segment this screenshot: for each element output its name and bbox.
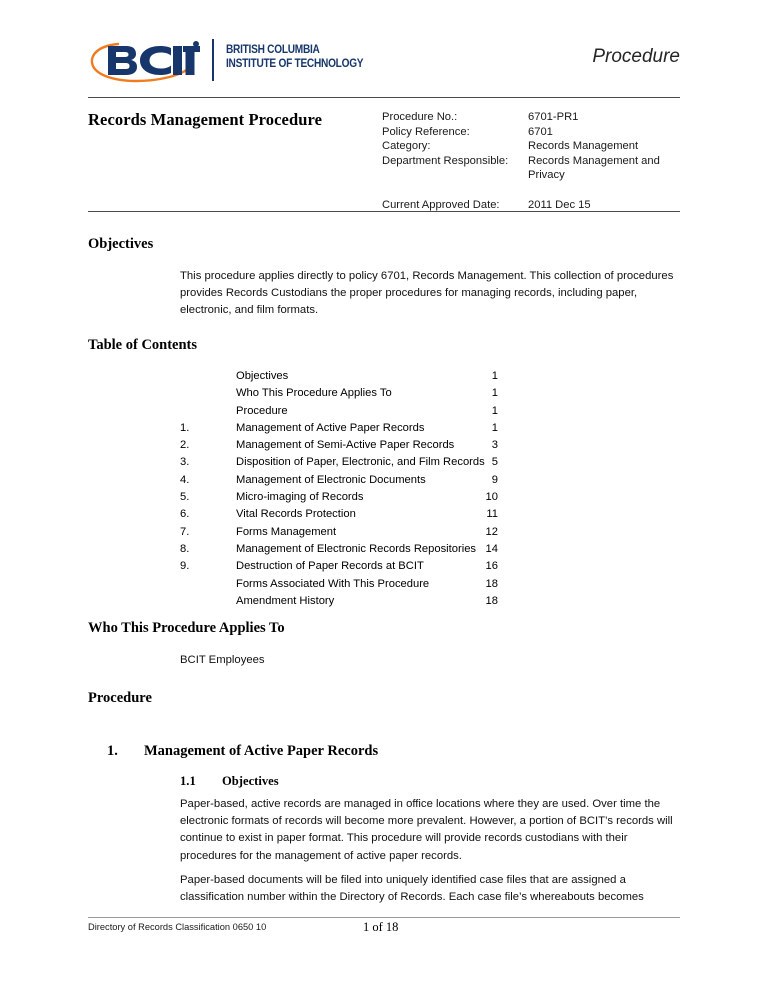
toc-entry[interactable] <box>180 403 498 420</box>
toc-entry-label: Forms Associated With This Procedure <box>236 577 430 590</box>
page-title: Records Management Procedure <box>88 110 323 129</box>
section-1-1-title: Objectives <box>222 774 279 788</box>
metadata-value: Records Management and Privacy <box>528 154 660 182</box>
toc-entry-page: 14 <box>485 542 498 555</box>
toc-entry-page: 1 <box>491 370 498 382</box>
metadata-row-policy-reference <box>382 125 682 140</box>
footer-rule <box>88 917 680 918</box>
heading-section-1 <box>107 743 378 760</box>
metadata-label: Current Approved Date: <box>382 198 500 211</box>
toc-entry[interactable] <box>180 506 498 523</box>
toc-entry-label: Who This Procedure Applies To <box>236 387 392 400</box>
toc-entry-label: Micro-imaging of Records <box>236 491 364 504</box>
toc-entry-page: 1 <box>491 404 498 417</box>
bcit-logo <box>88 33 373 89</box>
toc-entry-page: 11 <box>486 508 498 521</box>
toc-entry-page: 18 <box>485 594 498 607</box>
heading-who-applies: Who This Procedure Applies To <box>88 620 285 636</box>
toc-entry[interactable] <box>180 454 498 471</box>
section-1-1-number: 1.1 <box>180 774 196 788</box>
logo-divider <box>212 39 214 81</box>
footer-classification: Directory of Records Classification 0650 10 <box>88 922 267 932</box>
toc-entry-number: 3. <box>180 456 190 469</box>
document-kind-label: Procedure <box>592 46 680 67</box>
toc-entry-number: 1. <box>180 421 190 434</box>
toc-entry[interactable] <box>180 541 498 558</box>
toc-entry[interactable] <box>180 472 498 489</box>
toc-entry-label: Management of Electronic Records Repositories <box>236 542 477 555</box>
table-of-contents <box>180 368 498 610</box>
toc-entry[interactable] <box>180 593 498 610</box>
heading-section-1-1 <box>180 774 279 789</box>
toc-entry[interactable] <box>180 524 498 541</box>
metadata-value: Records Management <box>528 140 639 153</box>
toc-entry-number: 5. <box>180 491 190 504</box>
bcit-logo-icon <box>88 35 200 85</box>
section-1-1-paragraph-2: Paper-based documents will be filed into uniquely identified case files that are assigned a classification number within the Directory of Records. Each case file’s whereabouts becomes <box>180 874 644 904</box>
toc-entry[interactable] <box>180 576 498 593</box>
toc-entry-label: Procedure <box>236 404 288 417</box>
toc-entry-page: 3 <box>491 439 498 452</box>
toc-entry-label: Management of Active Paper Records <box>236 421 425 434</box>
header-rule-top <box>88 97 680 98</box>
footer-page-number: 1 of 18 <box>363 920 399 934</box>
toc-entry-label: Management of Electronic Documents <box>236 473 426 486</box>
metadata-row-department-responsible <box>382 154 682 183</box>
toc-entry-page: 10 <box>485 491 498 504</box>
toc-entry[interactable] <box>180 558 498 575</box>
metadata-label: Policy Reference: <box>382 125 470 138</box>
toc-entry-page: 9 <box>491 473 498 486</box>
metadata-label: Category: <box>382 140 431 153</box>
document-metadata <box>382 110 682 212</box>
toc-entry[interactable] <box>180 420 498 437</box>
institution-line-1: BRITISH COLUMBIA <box>226 44 320 56</box>
toc-entry-number: 6. <box>180 508 190 521</box>
toc-entry-page: 16 <box>485 560 498 573</box>
toc-entry-number: 9. <box>180 560 190 573</box>
metadata-row-procedure-no <box>382 110 682 125</box>
metadata-label: Department Responsible: <box>382 154 509 167</box>
section-1-title: Management of Active Paper Records <box>144 743 379 759</box>
toc-entry-number: 7. <box>180 525 190 538</box>
toc-entry-label: Management of Semi-Active Paper Records <box>236 439 455 452</box>
section-1-number: 1. <box>107 743 118 759</box>
toc-entry-label: Forms Management <box>236 525 337 538</box>
heading-procedure: Procedure <box>88 690 152 706</box>
section-1-1-paragraph-1: Paper-based, active records are managed in office locations where they are used. Over time the electronic formats of records will become more prevalent. However, a portion of BCIT’s records will continue to exist in paper format. This procedure will provide records custodians with their procedures for the management of active paper records. <box>180 798 673 862</box>
heading-objectives: Objectives <box>88 236 154 252</box>
header-rule-bottom <box>88 211 680 212</box>
institution-name <box>226 44 363 71</box>
metadata-label: Procedure No.: <box>382 111 458 123</box>
toc-entry-page: 1 <box>491 387 498 400</box>
toc-entry-label: Vital Records Protection <box>236 508 356 521</box>
toc-entry-label: Objectives <box>236 370 289 382</box>
toc-entry-page: 12 <box>485 525 498 538</box>
toc-entry-number: 2. <box>180 439 190 452</box>
toc-entry[interactable] <box>180 368 498 385</box>
metadata-value: 6701-PR1 <box>528 111 579 123</box>
metadata-row-category <box>382 139 682 154</box>
metadata-value: 2011 Dec 15 <box>528 198 591 211</box>
toc-entry-page: 5 <box>491 456 498 469</box>
toc-entry-label: Destruction of Paper Records at BCIT <box>236 560 424 573</box>
toc-entry-page: 1 <box>491 421 498 434</box>
toc-entry-page: 18 <box>485 577 498 590</box>
toc-entry[interactable] <box>180 437 498 454</box>
toc-entry[interactable] <box>180 489 498 506</box>
institution-line-2: INSTITUTE OF TECHNOLOGY <box>226 57 364 70</box>
who-applies-paragraph: BCIT Employees <box>180 654 265 666</box>
toc-entry-label: Amendment History <box>236 594 335 607</box>
toc-entry-number: 8. <box>180 542 190 555</box>
heading-table-of-contents: Table of Contents <box>88 337 198 353</box>
toc-entry-label: Disposition of Paper, Electronic, and Film Records <box>236 456 485 469</box>
metadata-row-current-approved-date <box>382 198 682 213</box>
toc-entry-number: 4. <box>180 473 190 486</box>
toc-entry[interactable] <box>180 385 498 402</box>
page-masthead <box>88 33 680 91</box>
objectives-paragraph: This procedure applies directly to policy 6701, Records Management. This collection of procedures provides Records Custodians the proper procedures for managing records, including paper, electronic, and film formats. <box>180 270 674 317</box>
metadata-value: 6701 <box>528 125 553 138</box>
